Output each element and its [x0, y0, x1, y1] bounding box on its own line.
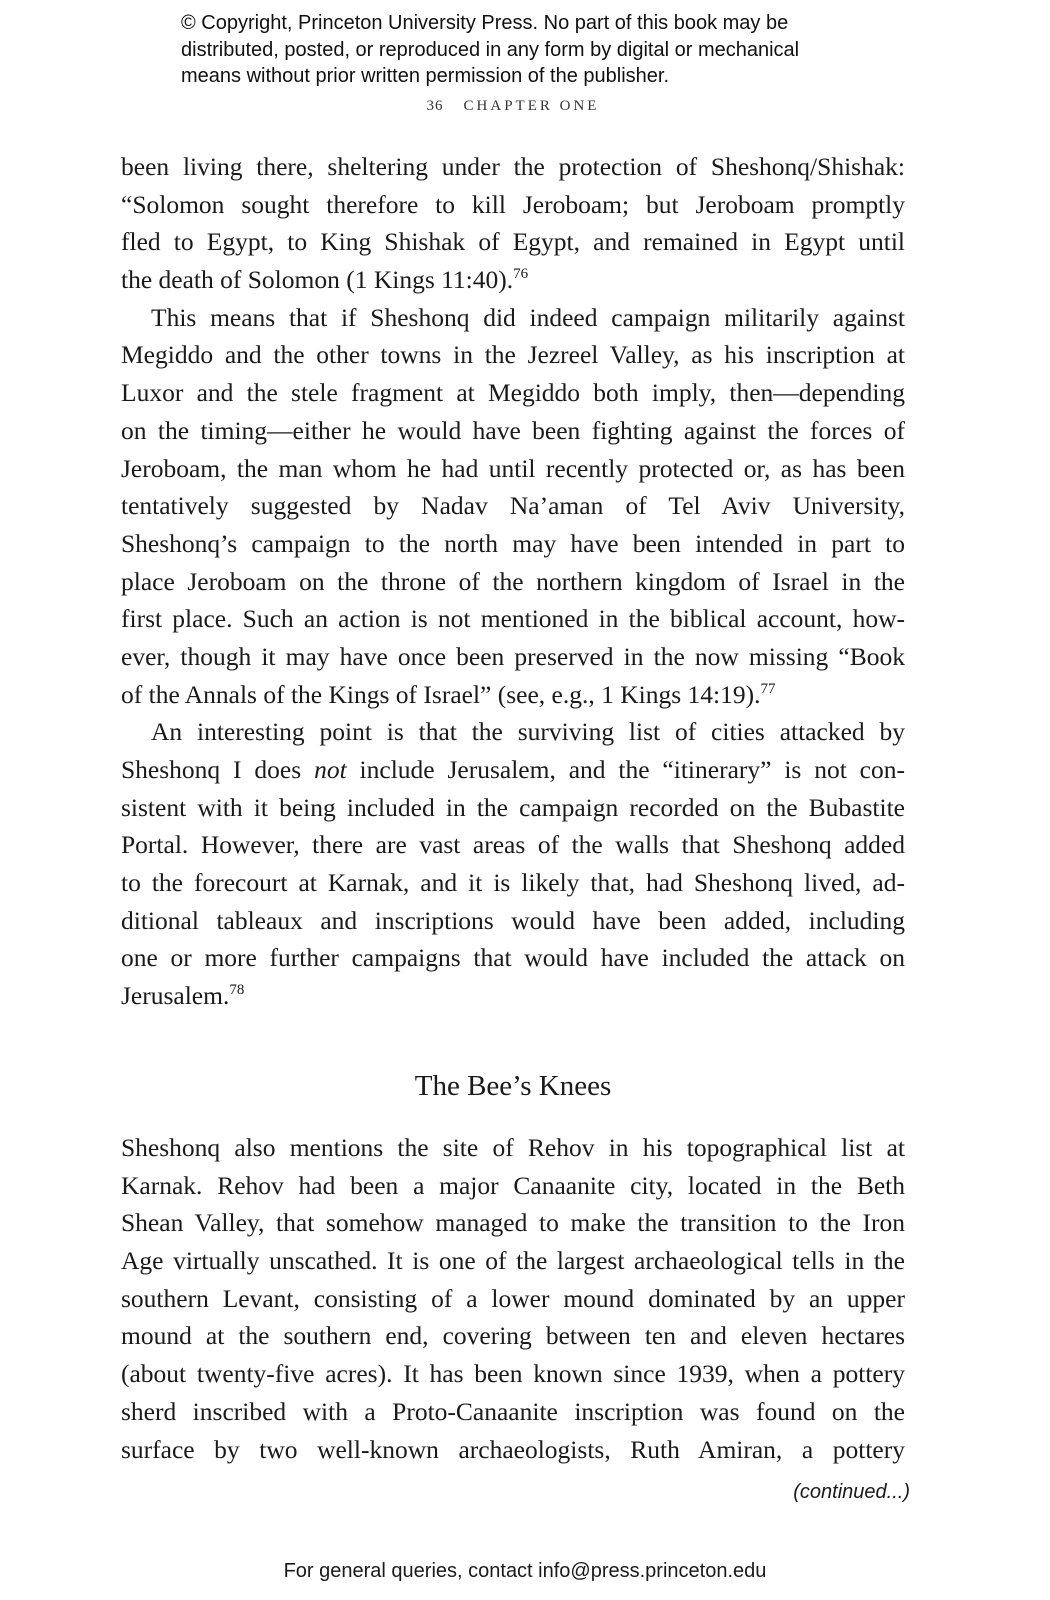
text-line: [121, 261, 905, 299]
page-number: 36: [426, 98, 444, 114]
text: Jerusalem.: [121, 981, 230, 1011]
text-line: been living there, sheltering under the protection of Sheshonq/Shishak:: [121, 152, 905, 181]
text-line: tentatively suggested by Nadav Na’aman of Tel Aviv University,: [121, 491, 905, 521]
text-line: Portal. However, there are vast areas of the walls that Sheshonq added: [121, 830, 905, 860]
text-line: place Jeroboam on the throne of the northern kingdom of Israel in the: [121, 566, 905, 596]
text-line: one or more further campaigns that would have included the attack on: [121, 943, 905, 973]
running-head: [0, 98, 1026, 115]
text-line: An interesting point is that the surviving list of cities attacked by: [151, 717, 905, 747]
body-text-top: [121, 148, 905, 1015]
text-line: southern Levant, consisting of a lower mound dominated by an upper: [121, 1283, 905, 1313]
text-line: ever, though it may have once been preserved in the now missing “Book: [121, 641, 905, 671]
text-line: Shean Valley, that somehow managed to make the transition to the Iron: [121, 1208, 905, 1238]
footnote-ref[interactable]: 76: [513, 266, 529, 283]
text-line: mound at the southern end, covering between ten and eleven hectares: [121, 1321, 905, 1351]
paragraph: [121, 299, 905, 714]
text-line: “Solomon sought therefore to kill Jeroboam; but Jeroboam promptly: [121, 189, 905, 219]
chapter-title: CHAPTER ONE: [463, 98, 600, 114]
text: include Jerusalem, and the “itinerary” is not con-: [346, 755, 905, 784]
text-line: Age virtually unscathed. It is one of the largest archaeological tells in the: [121, 1246, 905, 1276]
text-line: Luxor and the stele fragment at Megiddo both imply, then—depending: [121, 378, 905, 408]
text: Sheshonq I does: [121, 755, 315, 784]
text-line: [121, 977, 905, 1015]
text-line: Jeroboam, the man whom he had until recently protected or, as has been: [121, 453, 905, 483]
paragraph: [121, 1129, 905, 1468]
continued-note: (continued...): [793, 1481, 910, 1503]
copyright-line: means without prior written permission of the publisher.: [181, 65, 670, 87]
text-line: to the forecourt at Karnak, and it is likely that, had Sheshonq lived, ad-: [121, 868, 905, 898]
paragraph: [121, 713, 905, 1015]
copyright-line: distributed, posted, or reproduced in any form by digital or mechanical: [181, 38, 800, 61]
copyright-line: © Copyright, Princeton University Press. No part of this book may be: [181, 12, 789, 34]
paragraph: [121, 148, 905, 299]
text-line: on the timing—either he would have been fighting against the forces of: [121, 415, 905, 445]
text-line: [121, 676, 905, 714]
footnote-ref[interactable]: 77: [760, 680, 776, 697]
text-line: fled to Egypt, to King Shishak of Egypt, and remained in Egypt until: [121, 227, 905, 257]
text: the death of Solomon (1 Kings 11:40).: [121, 265, 514, 295]
text-line: sherd inscribed with a Proto-Canaanite inscription was found on the: [121, 1396, 905, 1426]
text-line: Megiddo and the other towns in the Jezreel Valley, as his inscription at: [121, 340, 905, 370]
text-line: [121, 751, 905, 789]
text-line: This means that if Sheshonq did indeed campaign militarily against: [151, 302, 905, 332]
text-line: surface by two well-known archaeologists, Ruth Amiran, a pottery: [121, 1434, 905, 1464]
text-line: ditional tableaux and inscriptions would have been added, including: [121, 905, 905, 935]
text-line: Sheshonq also mentions the site of Rehov in his topographical list at: [121, 1133, 905, 1162]
text-line: (about twenty-five acres). It has been known since 1939, when a pottery: [121, 1359, 905, 1389]
copyright-notice: [181, 10, 799, 90]
text-line: Sheshonq’s campaign to the north may have been intended in part to: [121, 528, 905, 558]
text: of the Annals of the Kings of Israel” (see, e.g., 1 Kings 14:19).: [121, 679, 761, 709]
footer-contact: For general queries, contact info@press.princeton.edu: [283, 1560, 767, 1582]
footnote-ref[interactable]: 78: [229, 982, 245, 999]
section-heading: The Bee’s Knees: [414, 1070, 612, 1102]
text-line: Karnak. Rehov had been a major Canaanite city, located in the Beth: [121, 1170, 905, 1200]
body-text-bottom: [121, 1129, 905, 1468]
emphasis: not: [314, 755, 347, 784]
text-line: sistent with it being included in the campaign recorded on the Bubastite: [121, 792, 905, 822]
text-line: first place. Such an action is not mentioned in the biblical account, how-: [121, 604, 905, 634]
